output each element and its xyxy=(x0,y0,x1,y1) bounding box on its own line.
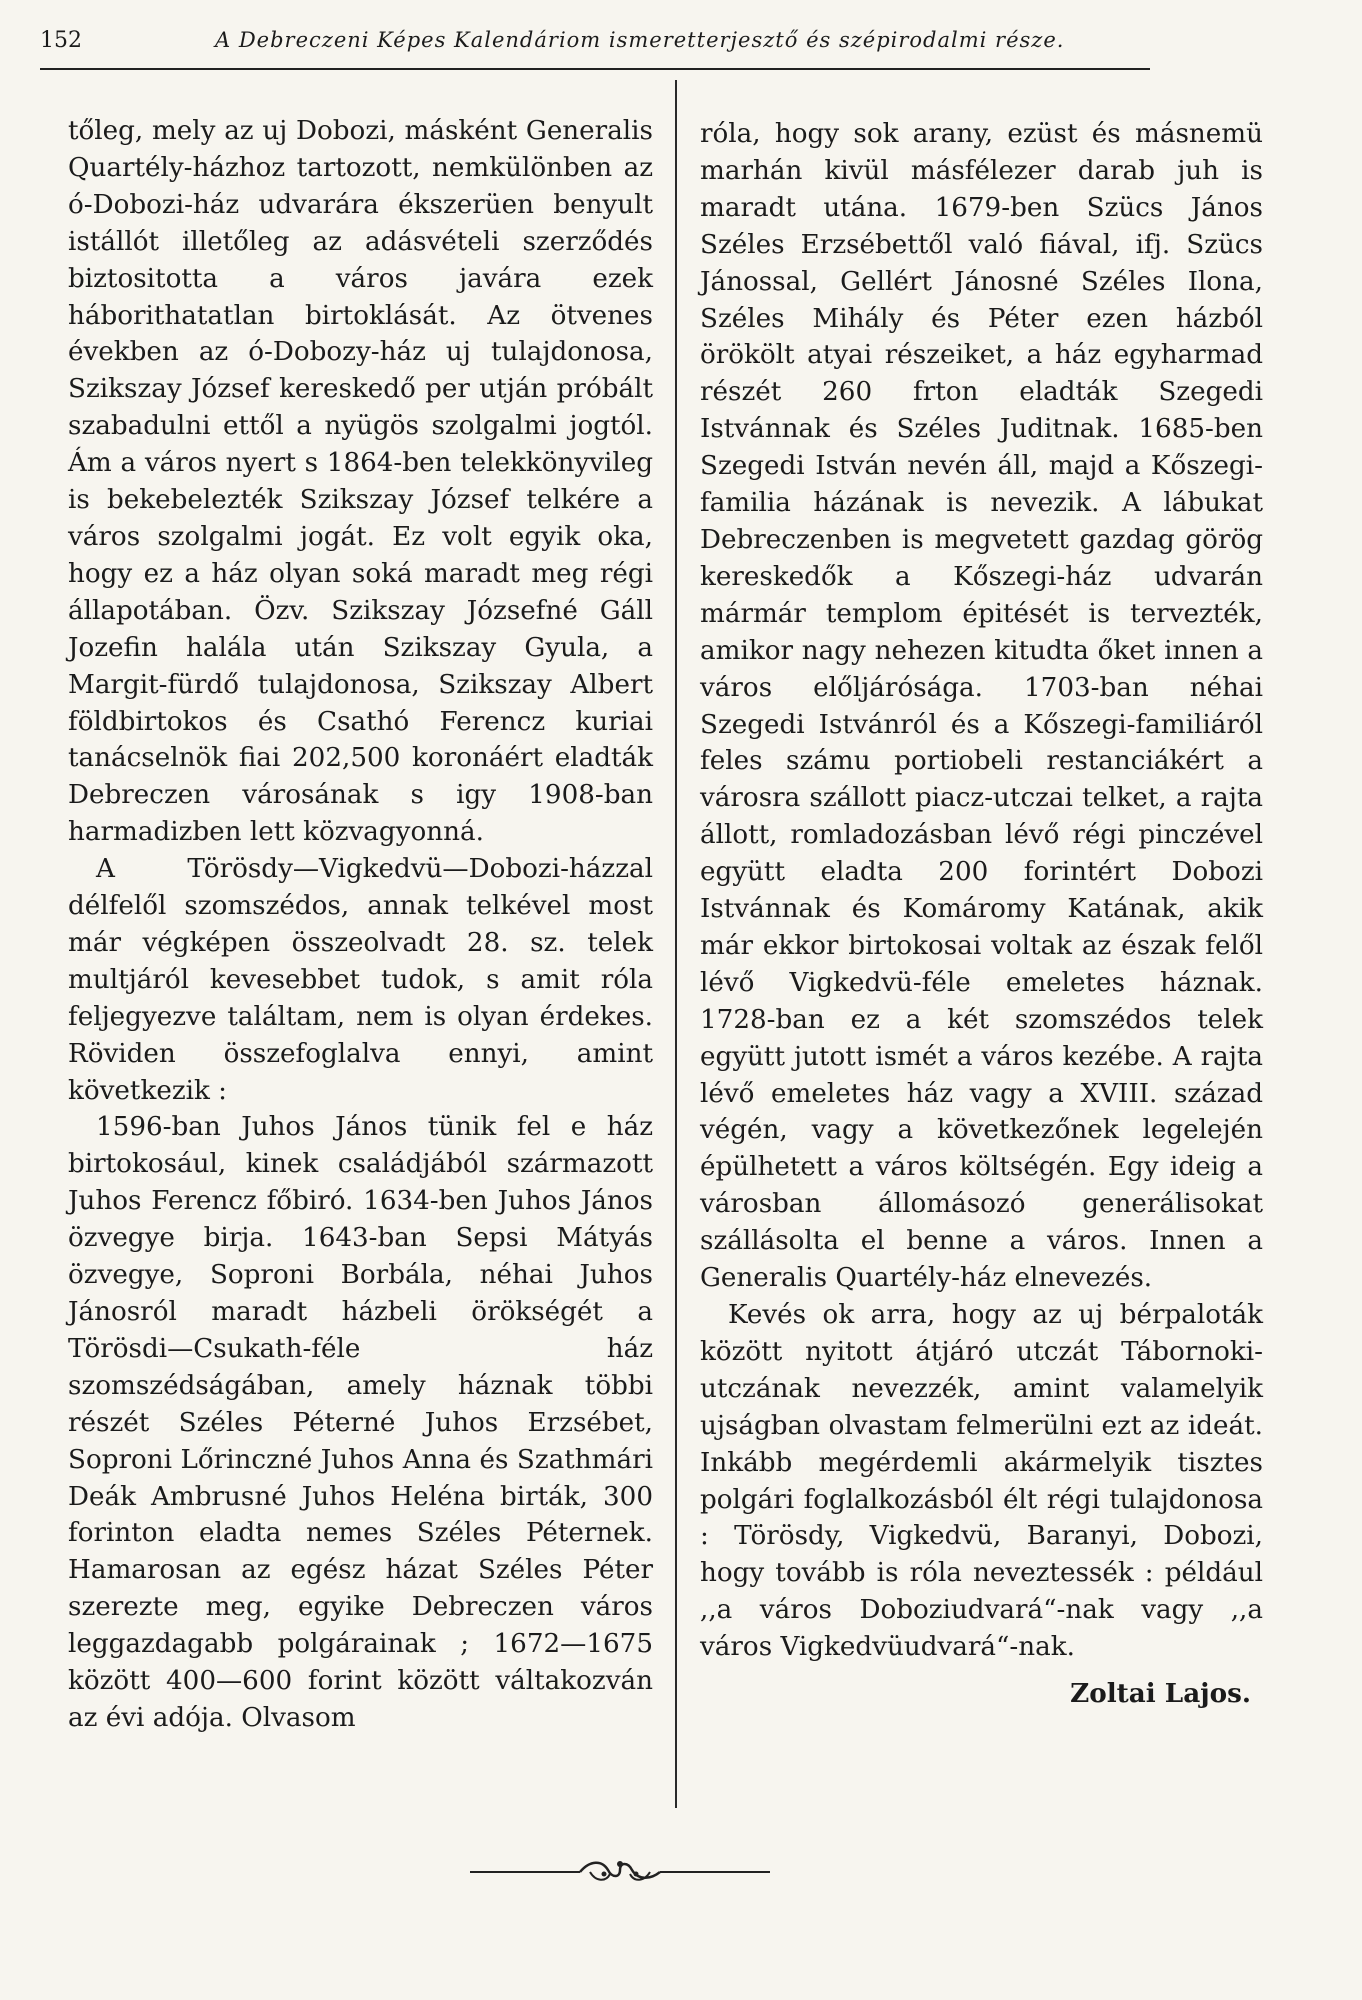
page-header xyxy=(40,28,1150,70)
left-paragraph-2: A Törösdy—Vigkedvü—Dobozi-házzal délfelől szomszédos, annak telkével most már végképen összeolvadt 28. sz. telek multjáról kevesebbet tudok, s amit róla feljegyezve találtam, nem is olyan érdekes. Röviden összefoglalva ennyi, amint következik : xyxy=(68,854,653,1106)
left-column xyxy=(68,113,653,1737)
left-paragraph-3: 1596-ban Juhos János tünik fel e ház birtokosául, kinek családjából származott Juhos Ferencz főbiró. 1634-ben Juhos János özvegye birja. 1643-ban Sepsi Mátyás özvegye, Soproni Borbála, néhai Juhos Jánosról maradt házbeli örökségét a Törösdi—Csukath-féle ház szomszédságában, amely háznak többi részét Széles Péterné Juhos Erzsébet, Soproni Lőrinczné Juhos Anna és Szathmári Deák Ambrusné Juhos Heléna birták, 300 forinton eladta nemes Széles Péternek. Hamarosan az egész házat Széles Péter szerezte meg, egyike Debreczen város leggazdagabb polgárainak ; 1672—1675 között 400—600 forint között váltakozván az évi adója. Olvasom xyxy=(68,1112,653,1733)
column-divider xyxy=(675,80,677,1808)
left-paragraph-1: tőleg, mely az uj Dobozi, másként Generalis Quartély-házhoz tartozott, nemkülönben az ó-Dobozi-ház udvarára ékszerüen benyult istállót illetőleg az adásvételi szerződés biztositotta a város javára ezek háborithatatlan birtoklását. Az ötvenes években az ó-Dobozy-ház uj tulajdonosa, Szikszay József kereskedő per utján próbált szabadulni ettől a nyügös szolgalmi jogtól. Ám a város nyert s 1864-ben telekkönyvileg is bekebelezték Szikszay József telkére a város szolgalmi jogát. Ez volt egyik oka, hogy ez a ház olyan soká maradt meg régi állapotában. Özv. Szikszay Józsefné Gáll Jozefin halála után Szikszay Gyula, a Margit-fürdő tulajdonosa, Szikszay Albert földbirtokos és Csathó Ferencz kuriai tanácselnök fiai 202,500 koronáért eladták Debreczen városának s igy 1908-ban harmadizben lett közvagyonná. xyxy=(68,116,653,848)
running-head: A Debreczeni Képes Kalendáriom ismeretterjesztő és szépirodalmi része. xyxy=(215,28,1065,52)
right-paragraph-2: Kevés ok arra, hogy az uj bérpaloták között nyitott átjáró utczát Tábornoki-utczának nevezzék, amint valamelyik ujságban olvastam felmerülni ezt az ideát. Inkább megérdemli akármelyik tisztes polgári foglalkozásból élt régi tulajdonosa : Törösdy, Vigkedvü, Baranyi, Dobozi, hogy tovább is róla neveztessék : például ,,a város Doboziudvará“-nak vagy ,,a város Vigkedvüudvará“-nak. xyxy=(700,1300,1263,1663)
fleuron-ornament-icon xyxy=(470,1850,770,1890)
author-signature: Zoltai Lajos. xyxy=(1070,1678,1251,1710)
page-number: 152 xyxy=(40,28,82,53)
right-paragraph-1: róla, hogy sok arany, ezüst és másnemü marhán kivül másfélezer darab juh is maradt utána. 1679-ben Szücs János Széles Erzsébettől való fiával, ifj. Szücs Jánossal, Gellért Jánosné Széles Ilona, Széles Mihály és Péter ezen házból örökölt atyai részeiket, a ház egyharmad részét 260 frton eladták Szegedi Istvánnak és Széles Juditnak. 1685-ben Szegedi István nevén áll, majd a Kőszegi-familia házának is nevezik. A lábukat Debreczenben is megvetett gazdag görög kereskedők a Kőszegi-ház udvarán mármár templom épitését is tervezték, amikor nagy nehezen kitudta őket innen a város előljárósága. 1703-ban néhai Szegedi Istvánról és a Kőszegi-familiáról feles számu portiobeli restanciákért a városra szállott piacz-utczai telket, a rajta állott, romladozásban lévő régi pinczével együtt eladta 200 forintért Dobozi Istvánnak és Komáromy Katának, akik már ekkor birtokosai voltak az észak felől lévő Vigkedvü-féle emeletes háznak. 1728-ban ez a két szomszédos telek együtt jutott ismét a város kezébe. A rajta lévő emeletes ház vagy a XVIII. század végén, vagy a következőnek legelején épülhetett a város költségén. Egy ideig a városban állomásozó generálisokat szállásolta el benne a város. Innen a Generalis Quartély-ház elnevezés. xyxy=(700,119,1263,1294)
right-column xyxy=(700,116,1263,1713)
